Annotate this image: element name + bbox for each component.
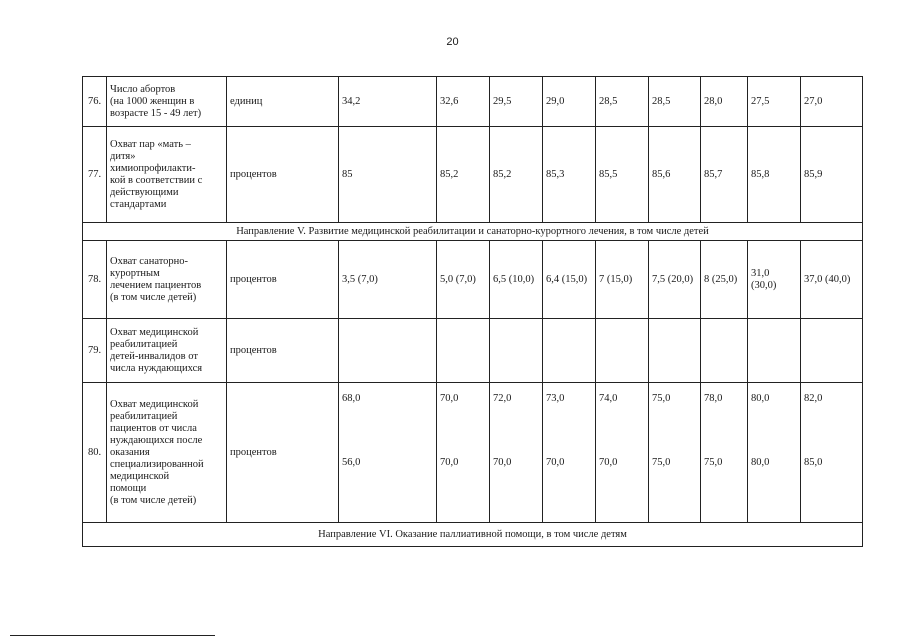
value-cell: 34,2 bbox=[339, 77, 437, 127]
value-cell bbox=[490, 383, 543, 523]
value-cell: 6,4 (15,0) bbox=[543, 241, 596, 319]
value-cell: 85,3 bbox=[543, 127, 596, 223]
value-secondary: 70,0 bbox=[440, 456, 459, 468]
section-row bbox=[83, 223, 863, 241]
indicator-name bbox=[107, 383, 227, 523]
indicator-line: дитя» bbox=[110, 150, 136, 162]
indicator-line: специализированной bbox=[110, 458, 204, 470]
value-cell bbox=[701, 319, 748, 383]
indicator-line: стандартами bbox=[110, 198, 167, 210]
page-number: 20 bbox=[446, 36, 459, 48]
indicator-line: курортным bbox=[110, 267, 160, 279]
indicator-line: нуждающихся после bbox=[110, 434, 203, 446]
value-cell: 8 (25,0) bbox=[701, 241, 748, 319]
value-cell bbox=[748, 383, 801, 523]
indicator-line: (на 1000 женщин в bbox=[110, 95, 195, 107]
row-number: 78. bbox=[83, 241, 107, 319]
value-cell: 85,9 bbox=[801, 127, 863, 223]
value-cell bbox=[437, 319, 490, 383]
indicator-line: числа нуждающихся bbox=[110, 362, 203, 374]
value-secondary: 75,0 bbox=[652, 456, 671, 468]
indicator-line: Охват пар «мать – bbox=[110, 138, 191, 150]
value-cell bbox=[543, 383, 596, 523]
table-row bbox=[83, 319, 863, 383]
indicator-line: помощи bbox=[110, 482, 147, 494]
value-primary: 82,0 bbox=[804, 392, 823, 404]
value-primary: 72,0 bbox=[493, 392, 512, 404]
unit-cell: процентов bbox=[227, 383, 339, 523]
value-cell bbox=[596, 383, 649, 523]
value-cell bbox=[339, 319, 437, 383]
value-cell: 85,6 bbox=[649, 127, 701, 223]
value-cell: 85 bbox=[339, 127, 437, 223]
value-cell bbox=[437, 383, 490, 523]
indicator-line: действующими bbox=[110, 186, 179, 198]
value-cell: 7 (15,0) bbox=[596, 241, 649, 319]
value-cell: 85,2 bbox=[437, 127, 490, 223]
value-cell: 6,5 (10,0) bbox=[490, 241, 543, 319]
indicator-name bbox=[107, 319, 227, 383]
value-cell: 5,0 (7,0) bbox=[437, 241, 490, 319]
value-cell: 29,0 bbox=[543, 77, 596, 127]
unit-cell: единиц bbox=[227, 77, 339, 127]
value-secondary: 75,0 bbox=[704, 456, 723, 468]
value-cell bbox=[490, 319, 543, 383]
value-cell: 7,5 (20,0) bbox=[649, 241, 701, 319]
value-secondary: 80,0 bbox=[751, 456, 770, 468]
indicator-name bbox=[107, 127, 227, 223]
value-secondary: 70,0 bbox=[599, 456, 618, 468]
value-secondary: 56,0 bbox=[342, 456, 361, 468]
value-cell bbox=[596, 319, 649, 383]
value-cell: 37,0 (40,0) bbox=[801, 241, 863, 319]
value-primary: 70,0 bbox=[440, 392, 459, 404]
value-cell bbox=[801, 383, 863, 523]
value-primary: 78,0 bbox=[704, 392, 723, 404]
indicator-line: медицинской bbox=[110, 470, 170, 482]
value-cell: 27,5 bbox=[748, 77, 801, 127]
section-row bbox=[83, 523, 863, 547]
value-primary: 80,0 bbox=[751, 392, 770, 404]
value-primary: 75,0 bbox=[652, 392, 671, 404]
table-row bbox=[83, 383, 863, 523]
indicator-line: химиопрофилакти- bbox=[110, 162, 196, 174]
value-cell: 32,6 bbox=[437, 77, 490, 127]
value-cell: 85,5 bbox=[596, 127, 649, 223]
value-secondary: 70,0 bbox=[546, 456, 565, 468]
value-primary: 74,0 bbox=[599, 392, 618, 404]
indicator-line: оказания bbox=[110, 446, 150, 458]
value-cell: 29,5 bbox=[490, 77, 543, 127]
value-cell: 31,0 (30,0) bbox=[748, 241, 801, 319]
value-cell: 28,5 bbox=[596, 77, 649, 127]
indicators-table bbox=[82, 76, 863, 547]
value-cell bbox=[649, 383, 701, 523]
indicator-line: пациентов от числа bbox=[110, 422, 197, 434]
indicator-line: реабилитацией bbox=[110, 338, 178, 350]
value-cell: 85,8 bbox=[748, 127, 801, 223]
value-secondary: 85,0 bbox=[804, 456, 823, 468]
table-row bbox=[83, 127, 863, 223]
section-heading: Направление VI. Оказание паллиативной помощи, в том числе детям bbox=[83, 523, 863, 547]
indicator-line: Охват санаторно- bbox=[110, 255, 189, 267]
table-row bbox=[83, 241, 863, 319]
indicator-line: Число абортов bbox=[110, 83, 176, 95]
table-row bbox=[83, 77, 863, 127]
value-primary: 68,0 bbox=[342, 392, 361, 404]
indicator-line: возрасте 15 - 49 лет) bbox=[110, 107, 202, 119]
footer-rule bbox=[10, 635, 215, 636]
value-cell bbox=[801, 319, 863, 383]
row-number: 79. bbox=[83, 319, 107, 383]
indicator-line: (в том числе детей) bbox=[110, 291, 197, 303]
indicator-line: кой в соответствии с bbox=[110, 174, 203, 186]
indicator-name bbox=[107, 77, 227, 127]
row-number: 76. bbox=[83, 77, 107, 127]
indicator-line: (в том числе детей) bbox=[110, 494, 197, 506]
indicator-line: Охват медицинской bbox=[110, 398, 199, 410]
indicator-name bbox=[107, 241, 227, 319]
value-primary: 73,0 bbox=[546, 392, 565, 404]
value-cell bbox=[748, 319, 801, 383]
indicator-line: лечением пациентов bbox=[110, 279, 202, 291]
value-cell: 27,0 bbox=[801, 77, 863, 127]
value-cell bbox=[543, 319, 596, 383]
value-cell: 28,0 bbox=[701, 77, 748, 127]
value-secondary: 70,0 bbox=[493, 456, 512, 468]
unit-cell: процентов bbox=[227, 319, 339, 383]
row-number: 80. bbox=[83, 383, 107, 523]
value-cell bbox=[339, 383, 437, 523]
value-cell: 85,2 bbox=[490, 127, 543, 223]
value-cell: 3,5 (7,0) bbox=[339, 241, 437, 319]
value-cell bbox=[649, 319, 701, 383]
value-cell: 85,7 bbox=[701, 127, 748, 223]
indicator-line: Охват медицинской bbox=[110, 326, 199, 338]
unit-cell: процентов bbox=[227, 127, 339, 223]
value-cell bbox=[701, 383, 748, 523]
value-cell: 28,5 bbox=[649, 77, 701, 127]
section-heading: Направление V. Развитие медицинской реабилитации и санаторно-курортного лечения, в том числе детей bbox=[83, 223, 863, 241]
row-number: 77. bbox=[83, 127, 107, 223]
indicator-line: детей-инвалидов от bbox=[110, 350, 198, 362]
unit-cell: процентов bbox=[227, 241, 339, 319]
indicator-line: реабилитацией bbox=[110, 410, 178, 422]
